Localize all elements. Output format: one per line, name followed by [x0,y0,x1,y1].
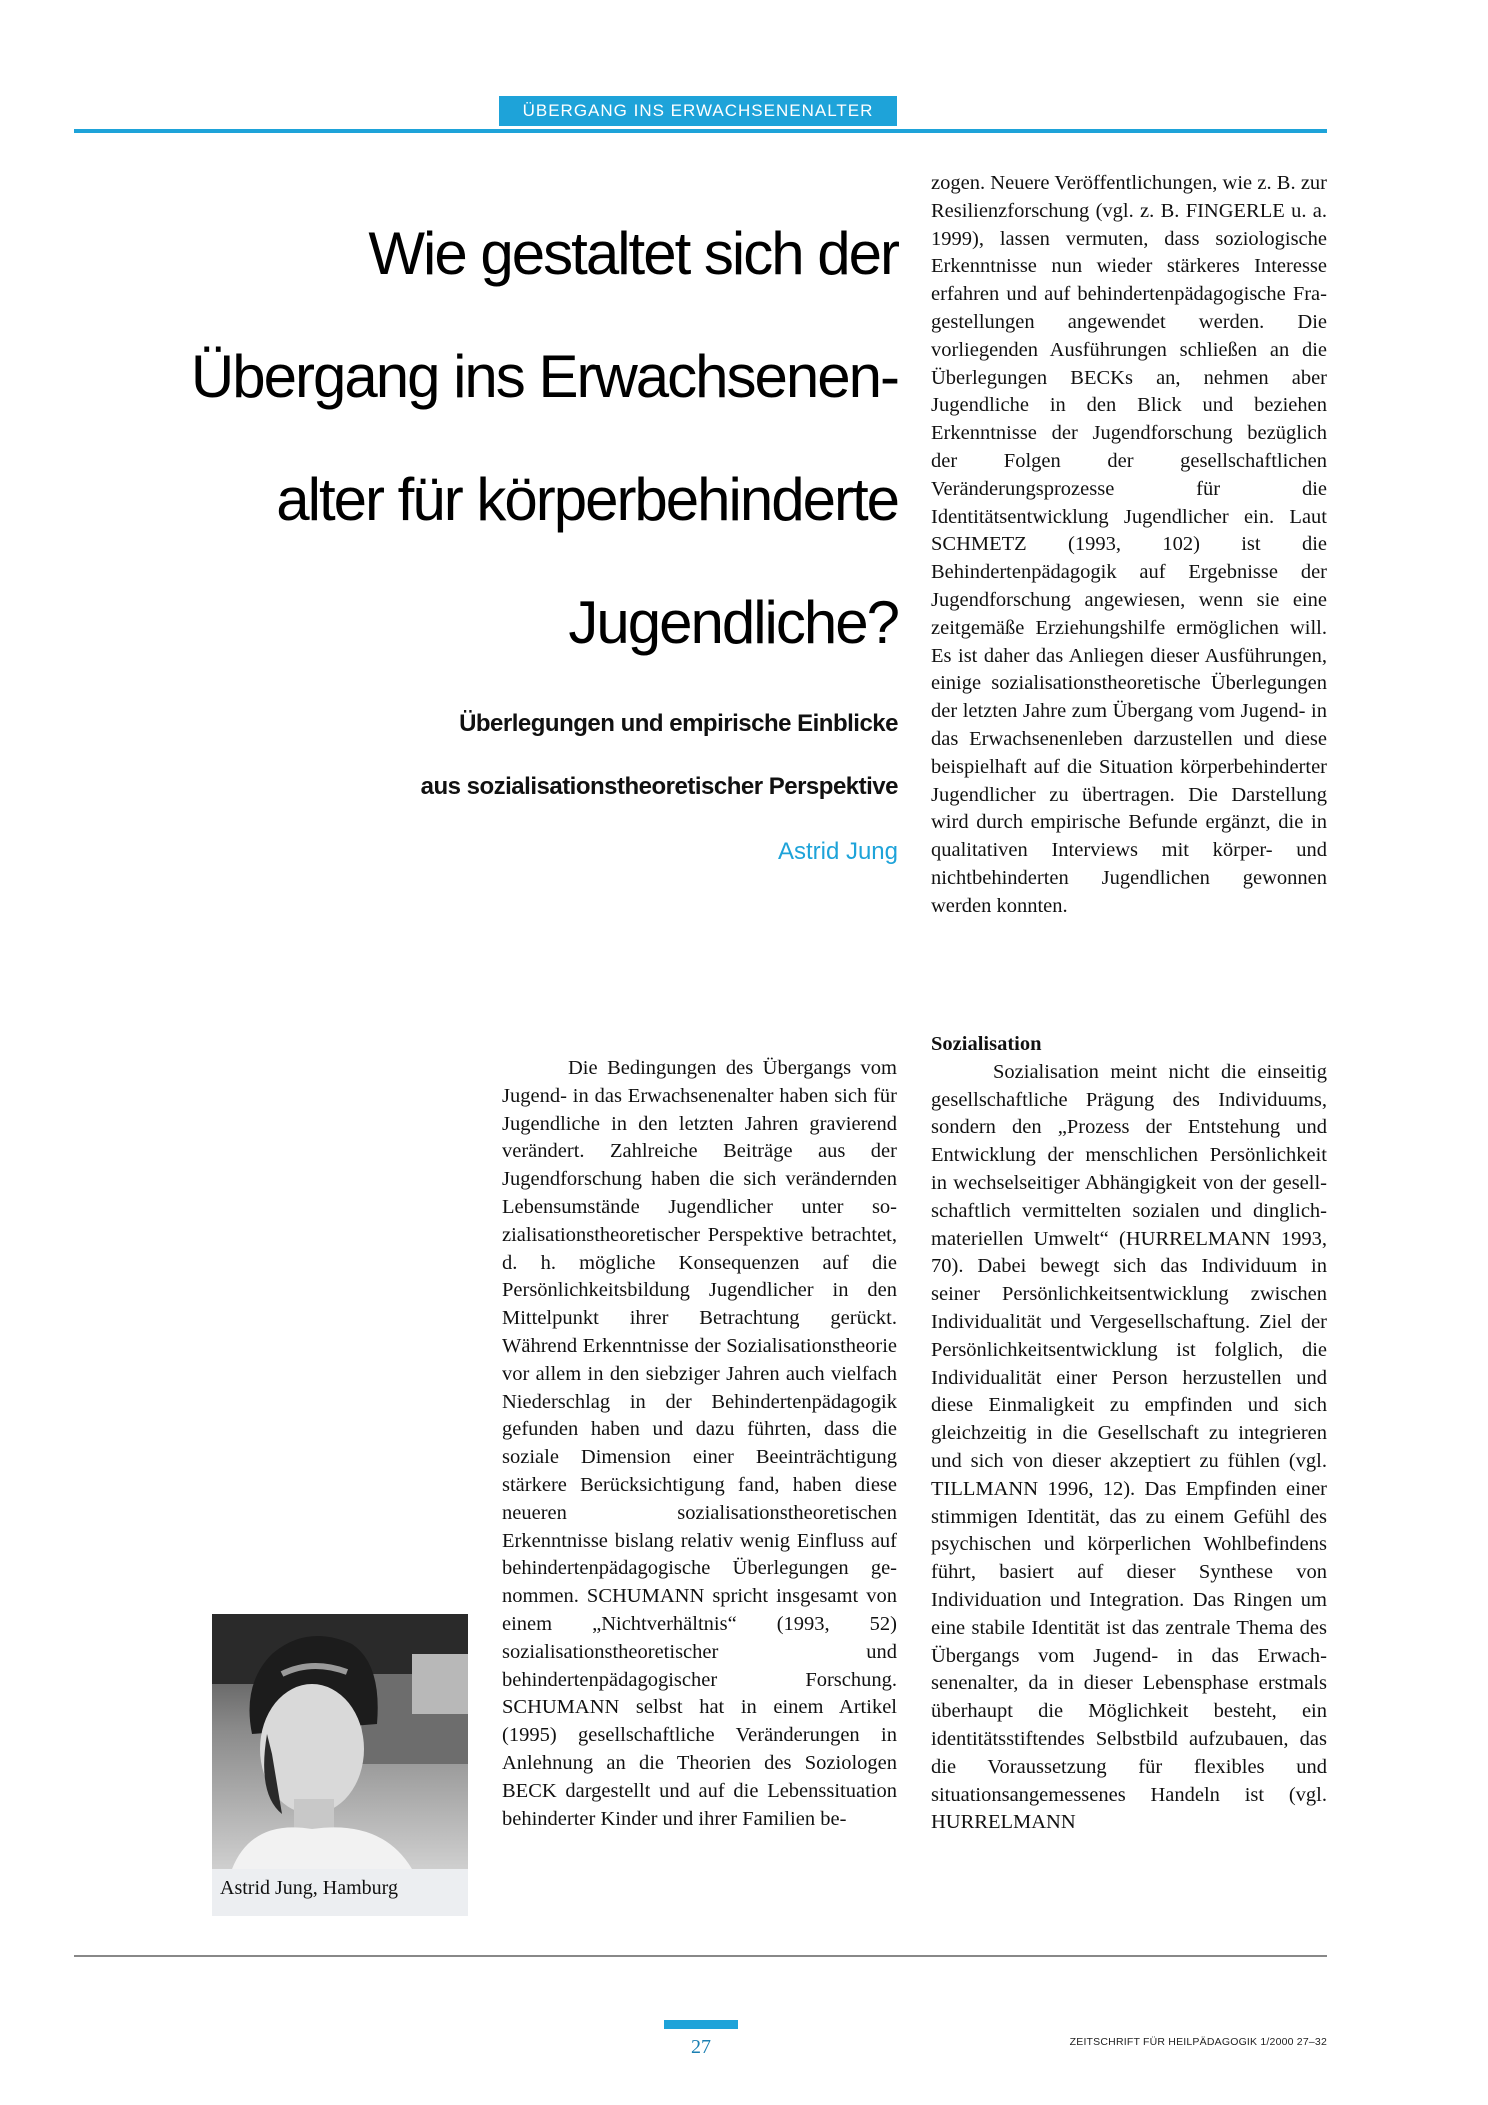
footer-rule [74,1955,1327,1957]
author-photo [212,1614,468,1916]
subtitle-line: Überlegungen und empirische Einblicke [459,710,898,737]
section-header-tab [499,96,897,126]
article-subtitle [300,692,898,818]
article-title [74,192,898,684]
body-paragraph: Sozialisation meint nicht die einseitig gesellschaftliche Prägung des Individuums, sondern den „Prozess der Entstehung und Entwicklung der menschlichen Persönlichkeit in wechselseitiger Abhängigkeit von der gesellschaftlich vermittelten sozialen und dinglich-materiellen Umwelt“ (HURRELMANN 1993, 70). Dabei bewegt sich das Individuum in seiner Persönlichkeitsentwicklung zwischen Individualität und Vergesellschaftung. Ziel der Persönlichkeitsentwicklung ist folglich, die Individualität einer Person herzustellen und diese Einmaligkeit zu empfinden und sich gleichzeitig in die Gesellschaft zu integrieren und sich von dieser akzeptiert zu fühlen (vgl. TILLMANN 1996, 12). Das Empfinden einer stimmigen Identität, das zu einem Gefühl des psychischen und körperlichen Wohlbefindens führt, basiert auf dieser Synthese von Individuation und Integration. Das Ringen um eine stabile Identität ist das zentrale Thema des Übergangs vom Jugend- in das Erwachsenenalter, da in dieser Lebensphase erstmals überhaupt die Möglichkeit besteht, ein identitätsstiftendes Selbstbild aufzubauen, das die Voraussetzung für flexibles und situationsangemessenes Handeln ist (vgl. HURRELMANN [931,1060,1327,1834]
middle-column [502,1055,897,1833]
section-heading: Sozialisation [931,1033,1042,1055]
article-author: Astrid Jung [777,838,898,865]
intro-paragraph: Die Bedingungen des Übergangs vom Jugend- in das Erwachsenenalter haben sich für Jugendliche in den letzten Jahren gravierend verändert. Zahlreiche Beiträge aus der Jugendforschung haben die sich verändernden Lebensumstände Jugendlicher unter sozialisationstheoretischer Perspektive betrachtet, d. h. mögliche Konsequenzen auf die Persönlichkeitsbildung Jugendlicher in den Mittelpunkt ihrer Betrachtung gerückt. Während Erkenntnisse der Sozialisationstheorie vor allem in den siebziger Jahren auch vielfach Niederschlag in der Behindertenpädagogik gefunden haben und dazu führten, dass die soziale Dimension einer Beeinträchtigung stärkere Berücksichtigung fand, haben diese neueren sozialisationstheoretischen Erkenntnisse bislang relativ wenig Einfluss auf behindertenpädagogische Überlegungen genommen. SCHUMANN spricht insgesamt von einem „Nichtverhältnis“ (1993, 52) sozialisationstheoretischer und behindertenpädagogischer Forschung. SCHUMANN selbst hat in einem Artikel (1995) gesellschaftliche Veränderungen in Anlehnung an die Theorien des Soziologen BECK dargestellt und auf die Lebenssituation behinderter Kinder und ihrer Familien be- [502,1057,897,1830]
right-column-top [931,170,1327,921]
photo-caption: Astrid Jung, Hamburg [220,1877,398,1899]
title-line: Jugendliche? [568,589,898,656]
title-line: Übergang ins Erwachsenen- [190,343,898,410]
author-portrait-image [212,1614,468,1916]
body-paragraph: zogen. Neuere Veröffentlichungen, wie z. B. zur Resilienzforschung (vgl. z. B. FINGERLE u. a. 1999), lassen vermuten, dass soziologische Erkenntnisse nun wieder stärkeres Interesse erfahren und auf behindertenpädagogische Fragestellungen angewendet werden. Die vorliegenden Ausführungen schließen an die Überlegungen BECKs an, nehmen aber Jugendliche in den Blick und beziehen Erkenntnisse der Jugendforschung bezüglich der Folgen der gesellschaftlichen Veränderungsprozesse für die Identitätsentwicklung Jugendlicher ein. Laut SCHMETZ (1993, 102) ist die Behindertenpädagogik auf Ergebnisse der Jugendforschung angewiesen, wenn sie eine zeitgemäße Erziehungshilfe ermöglichen will. Es ist daher das Anliegen dieser Ausführungen, einige sozialisationstheoretische Überlegungen der letzten Jahre zum Übergang vom Jugend- in das Erwachsenenleben darzustellen und diese beispielhaft auf die Situation körperbehinderter Jugendlicher zu übertragen. Die Darstellung wird durch empirische Befunde ergänzt, die in qualitativen Interviews mit körper- und nichtbehinderten Jugendlichen gewonnen werden konnten. [931,172,1327,917]
journal-reference: ZEITSCHRIFT FÜR HEILPÄDAGOGIK 1/2000 27–32 [1069,2036,1327,2048]
page-number: 27 [691,2036,711,2058]
subtitle-line: aus sozialisationstheoretischer Perspektive [420,773,898,800]
header-rule [74,129,1327,133]
right-column-bottom [931,1031,1327,1837]
section-label: ÜBERGANG INS ERWACHSENENALTER [522,101,874,120]
title-line: Wie gestaltet sich der [368,220,898,287]
title-line: alter für körperbehinderte [276,466,898,533]
page-number-tab [664,2020,738,2029]
